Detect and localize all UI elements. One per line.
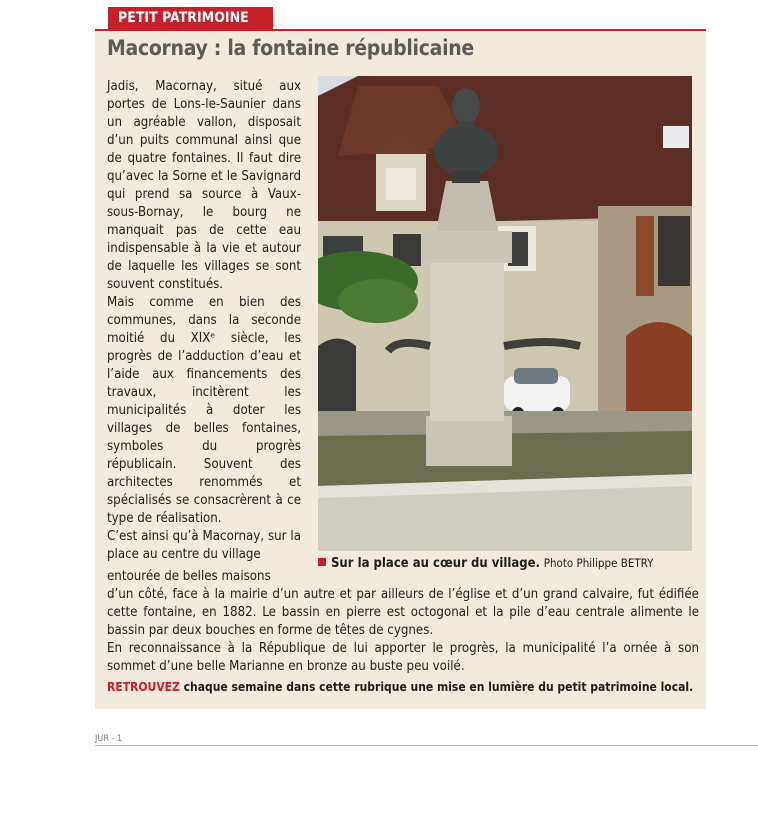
caption-text: Sur la place au cœur du village. bbox=[331, 556, 540, 571]
paragraph-2: Mais comme en bien des communes, dans la seconde moitié du XIXᵉ siècle, les progrès de l’adduction d’eau et l’aide aux financements des travaux, incitèrent les municipalités à doter les villages de belles fontaines, symboles du progrès républicain. Souvent des architectes renommés et spécialisés se consacrèrent à ce type de réalisation. bbox=[107, 295, 301, 526]
caption-marker-icon bbox=[318, 558, 326, 566]
retrouvez-text: chaque semaine dans cette rubrique une mise en lumière du petit patrimoine local. bbox=[179, 680, 694, 694]
paragraph-3-start: C’est ainsi qu’à Macornay, sur la place au centre du village bbox=[107, 529, 301, 562]
retrouvez-lead: RETROUVEZ bbox=[107, 680, 180, 694]
page-footer: JUR - 1 bbox=[95, 734, 123, 744]
fountain-photo bbox=[318, 76, 692, 551]
paragraph-1: Jadis, Macornay, situé aux portes de Lons-le-Saunier dans un agréable vallon, disposait d’un puits communal ainsi que de quatre fontaines. Il faut dire qu’avec la Sorne et le Savignard qui prend sa source à Vaux-sous-Bornay, le bourg ne manquait pas de cette eau indispensable à la vie et autour de laquelle les villages se sont souvent constitués. bbox=[107, 79, 301, 292]
paragraph-3-continued: entourée de belles maisons bbox=[107, 569, 271, 584]
photo-credit: Photo Philippe BETRY bbox=[543, 556, 654, 570]
paragraph-3-end: d’un côté, face à la mairie d’un autre et par ailleurs de l’église et d’un grand calvaire, fut édifiée cette fontaine, en 1882. Le bassin en pierre est octogonal et la pile d’eau centrale alimente le bassin par deux bouches en forme de têtes de cygnes. bbox=[107, 587, 699, 638]
paragraph-4: En reconnaissance à la République de lui apporter le progrès, la municipalité l’a ornée à son sommet d’une belle Marianne en bronze au buste peu voilé. bbox=[107, 641, 699, 674]
article-full-width bbox=[107, 586, 699, 676]
footer-rule bbox=[95, 745, 758, 746]
section-tag: PETIT PATRIMOINE bbox=[108, 7, 273, 29]
retrouvez-note bbox=[107, 680, 693, 694]
photo-caption bbox=[318, 556, 653, 571]
article-column bbox=[107, 78, 301, 564]
article-title: Macornay : la fontaine républicaine bbox=[107, 36, 474, 60]
